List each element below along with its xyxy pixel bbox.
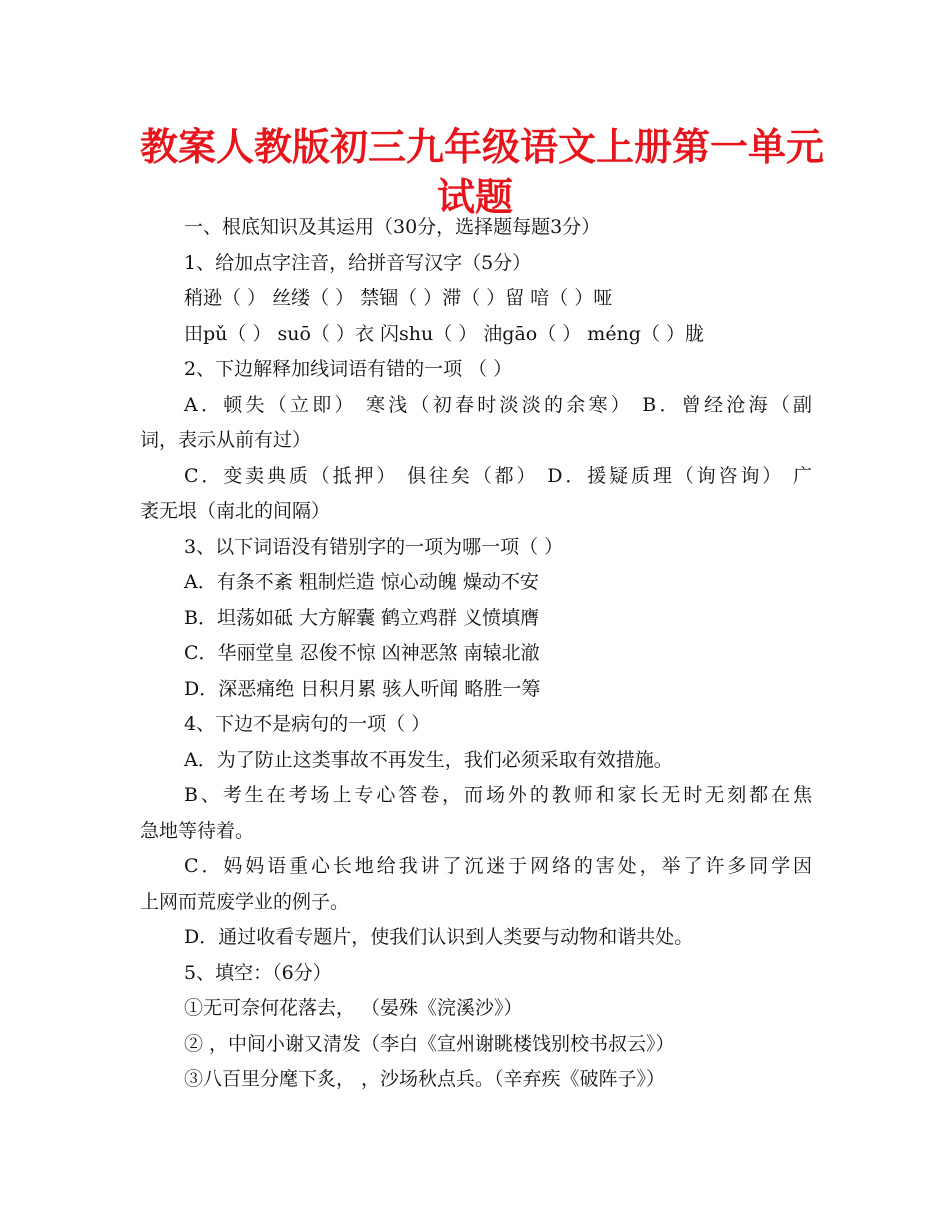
question-3-option-a: A．有条不紊 粗制烂造 惊心动魄 燥动不安 [184, 571, 539, 593]
question-5-item-1: ①无可奈何花落去， （晏殊《浣溪沙》） [184, 997, 523, 1019]
question-3-option-b: B．坦荡如砥 大方解囊 鹤立鸡群 义愤填膺 [184, 606, 540, 629]
section-heading: 一、根底知识及其运用（30分，选择题每题3分） [184, 216, 601, 238]
question-2-option-cd-cont: 袤无垠（南北的间隔） [140, 500, 331, 522]
question-4: 4、下边不是病句的一项（ ） [184, 713, 431, 735]
question-2-option-cd: C．变卖典质（抵押） 俱往矣（都） D．援疑质理（询咨询） 广 [184, 464, 812, 487]
question-4-option-a: A．为了防止这类事故不再发生，我们必须采取有效措施。 [184, 748, 673, 771]
document-title-line-1: 教案人教版初三九年级语文上册第一单元 [140, 125, 825, 169]
question-2: 2、下边解释加线词语有错的一项 （ ） [184, 358, 513, 380]
question-4-option-c-cont: 上网而荒废学业的例子。 [140, 890, 350, 913]
question-4-option-b-cont: 急地等待着。 [140, 819, 255, 842]
question-4-option-b: B、考生在考场上专心答卷，而场外的教师和家长无时无刻都在焦 [184, 784, 812, 806]
question-5-item-3: ③八百里分麾下炙， ，沙场秋点兵。（辛弃疾《破阵子》） [184, 1068, 666, 1090]
question-4-option-d: D．通过收看专题片，使我们认识到人类要与动物和谐共处。 [184, 926, 694, 948]
question-3: 3、以下词语没有错别字的一项为哪一项（ ） [184, 535, 564, 558]
question-5-item-2: ② ，中间小谢又清发（李白《宣州谢眺楼饯别校书叔云》） [184, 1032, 675, 1055]
question-3-option-d: D．深恶痛绝 日积月累 骇人听闻 略胜一筹 [184, 677, 541, 700]
question-4-option-c: C．妈妈语重心长地给我讲了沉迷于网络的害处，举了许多同学因 [184, 855, 812, 877]
question-1-row-b: 田pǔ（ ） suō（ ）衣 闪shu（ ） 油gāo（ ） méng（ ）胧 [184, 322, 704, 345]
question-3-option-c: C．华丽堂皇 忍俊不惊 凶神恶煞 南辕北澈 [184, 642, 540, 664]
document-title-line-2: 试题 [436, 175, 513, 219]
question-2-option-ab: A．顿失（立即） 寒浅（初春时淡淡的余寒） B．曾经沧海（副 [184, 393, 812, 416]
question-5: 5、填空：（6分） [184, 961, 332, 984]
question-1: 1、给加点字注音，给拼音写汉字（5分） [184, 251, 532, 274]
document-body [140, 210, 812, 1098]
question-1-row-a: 稍逊（ ） 丝缕（ ） 禁锢（ ）滞（ ）留 喑（ ）哑 [184, 287, 613, 309]
question-2-option-ab-cont: 词，表示从前有过） [140, 429, 312, 451]
